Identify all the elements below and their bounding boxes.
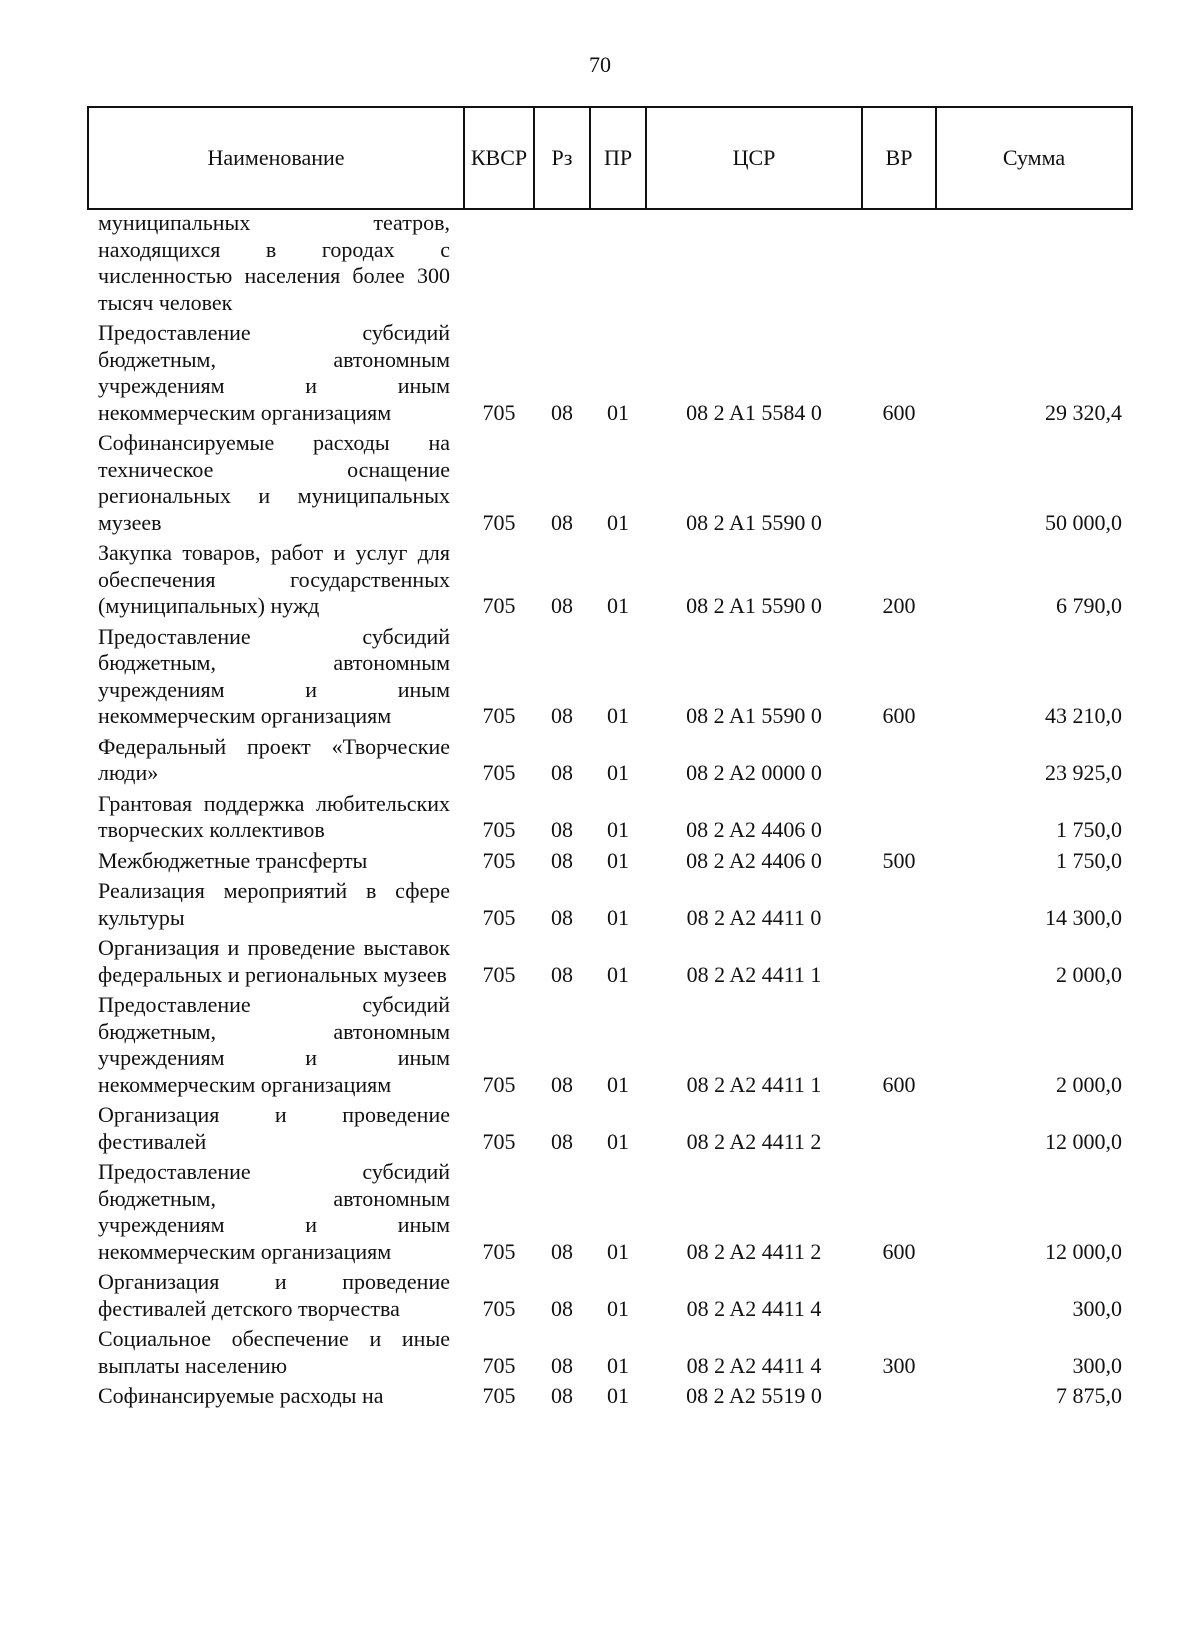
- cell-kvsr: 705: [482, 961, 516, 987]
- cell-kvsr: 705: [482, 904, 516, 930]
- cell-vr: 200: [882, 593, 916, 618]
- cell-kvsr: 705: [482, 760, 516, 785]
- cell-pr: 01: [607, 1238, 629, 1264]
- header-rz: Рз: [534, 107, 590, 209]
- table-row: [88, 878, 1132, 935]
- page-number: 70: [589, 52, 611, 77]
- cell-kvsr: [464, 209, 534, 320]
- cell-kvsr: 705: [482, 1238, 516, 1264]
- cell-csr: 08 2 A2 4411 1: [686, 961, 822, 987]
- header-pr: ПР: [590, 107, 646, 209]
- table-row: [88, 734, 1132, 791]
- cell-pr: 01: [607, 847, 629, 873]
- cell-name: Софинансируемые расходы на техническое оснащение региональных и муниципальных музеев: [98, 430, 450, 535]
- cell-pr: 01: [607, 1352, 629, 1378]
- cell-csr: 08 2 A1 5590 0: [686, 509, 822, 535]
- table-row: [88, 209, 1132, 320]
- cell-sum: 12 000,0: [1045, 1128, 1122, 1154]
- cell-name: Грантовая поддержка любительских творческих коллективов: [98, 790, 450, 842]
- cell-name: муниципальных театров, находящихся в городах с численностью населения более 300 тысяч человек: [98, 210, 450, 315]
- cell-sum: 12 000,0: [1045, 1238, 1122, 1264]
- cell-vr: 600: [882, 1238, 916, 1264]
- header-vr: ВР: [862, 107, 936, 209]
- cell-name: Организация и проведение выставок федеральных и региональных музеев: [98, 935, 450, 987]
- table-row: [88, 791, 1132, 848]
- cell-sum: 23 925,0: [1045, 760, 1122, 785]
- cell-name: Предоставление субсидий бюджетным, автономным учреждениям и иным некоммерческим организациям: [98, 623, 450, 728]
- cell-sum: 6 790,0: [1056, 593, 1122, 618]
- cell-name: Межбюджетные трансферты: [98, 847, 368, 873]
- cell-sum: 1 750,0: [1056, 817, 1122, 842]
- cell-name: Предоставление субсидий бюджетным, автономным учреждениям и иным некоммерческим организациям: [98, 1159, 450, 1264]
- cell-pr: [590, 209, 646, 320]
- cell-rz: 08: [551, 961, 573, 987]
- cell-csr: 08 2 A1 5590 0: [686, 593, 822, 618]
- cell-vr: [862, 1269, 936, 1326]
- cell-vr: 600: [882, 399, 916, 425]
- cell-pr: 01: [607, 961, 629, 987]
- cell-kvsr: 705: [482, 817, 516, 842]
- cell-kvsr: 705: [482, 847, 516, 873]
- cell-name: Социальное обеспечение и иные выплаты населению: [98, 1326, 450, 1378]
- cell-name: Предоставление субсидий бюджетным, автономным учреждениям и иным некоммерческим организациям: [98, 992, 450, 1097]
- cell-csr: [646, 209, 862, 320]
- cell-pr: 01: [607, 1128, 629, 1154]
- cell-sum: 29 320,4: [1045, 399, 1122, 425]
- cell-pr: 01: [607, 904, 629, 930]
- cell-pr: 01: [607, 593, 629, 618]
- cell-sum: 14 300,0: [1045, 904, 1122, 930]
- cell-pr: 01: [607, 1071, 629, 1097]
- cell-kvsr: 705: [482, 509, 516, 535]
- cell-name: Организация и проведение фестивалей: [98, 1102, 450, 1154]
- cell-kvsr: 705: [482, 1383, 516, 1408]
- cell-pr: 01: [607, 817, 629, 842]
- cell-rz: 08: [551, 847, 573, 873]
- cell-name: Предоставление субсидий бюджетным, автономным учреждениям и иным некоммерческим организациям: [98, 320, 450, 425]
- cell-name: Реализация мероприятий в сфере культуры: [98, 878, 450, 930]
- cell-vr: 600: [882, 703, 916, 728]
- cell-csr: 08 2 A2 4411 2: [686, 1128, 822, 1154]
- header-row: [88, 107, 1132, 209]
- cell-rz: 08: [551, 1071, 573, 1097]
- table-row: [88, 935, 1132, 992]
- cell-kvsr: 705: [482, 1128, 516, 1154]
- cell-rz: 08: [551, 703, 573, 728]
- cell-sum: 1 750,0: [1056, 847, 1122, 873]
- cell-vr: [862, 1383, 936, 1412]
- cell-pr: 01: [607, 509, 629, 535]
- header-sum: Сумма: [936, 107, 1132, 209]
- cell-name: Закупка товаров, работ и услуг для обеспечения государственных (муниципальных) нужд: [98, 540, 450, 618]
- cell-rz: 08: [551, 1352, 573, 1378]
- cell-vr: [862, 791, 936, 848]
- cell-pr: 01: [607, 399, 629, 425]
- cell-vr: [862, 734, 936, 791]
- cell-sum: 50 000,0: [1045, 509, 1122, 535]
- cell-csr: 08 2 A2 4411 4: [686, 1352, 822, 1378]
- cell-sum: 300,0: [1072, 1352, 1122, 1378]
- table-row: [88, 430, 1132, 540]
- cell-kvsr: 705: [482, 1295, 516, 1321]
- cell-pr: 01: [607, 1295, 629, 1321]
- table-row: [88, 540, 1132, 624]
- cell-vr: [862, 935, 936, 992]
- budget-table: [87, 106, 1133, 1412]
- cell-vr: 300: [882, 1352, 916, 1378]
- table-header: [88, 107, 1132, 209]
- header-kvsr: КВСР: [464, 107, 534, 209]
- cell-sum: 2 000,0: [1056, 1071, 1122, 1097]
- cell-rz: 08: [551, 904, 573, 930]
- cell-sum: 300,0: [1072, 1295, 1122, 1321]
- cell-name: Федеральный проект «Творческие люди»: [98, 733, 450, 785]
- cell-kvsr: 705: [482, 703, 516, 728]
- cell-rz: 08: [551, 1383, 573, 1408]
- cell-pr: 01: [607, 703, 629, 728]
- table-row: [88, 1326, 1132, 1383]
- cell-rz: 08: [551, 509, 573, 535]
- cell-sum: 2 000,0: [1056, 961, 1122, 987]
- cell-pr: 01: [607, 1383, 629, 1408]
- cell-sum: 43 210,0: [1045, 703, 1122, 728]
- cell-csr: 08 2 A2 4406 0: [686, 817, 822, 842]
- cell-csr: 08 2 A2 4406 0: [686, 847, 822, 873]
- table-row: [88, 992, 1132, 1102]
- cell-csr: 08 2 A2 4411 2: [686, 1238, 822, 1264]
- cell-rz: 08: [551, 1295, 573, 1321]
- cell-csr: 08 2 A2 4411 4: [686, 1295, 822, 1321]
- cell-kvsr: 705: [482, 399, 516, 425]
- header-csr: ЦСР: [646, 107, 862, 209]
- cell-rz: 08: [551, 399, 573, 425]
- cell-csr: 08 2 A1 5590 0: [686, 703, 822, 728]
- cell-vr: [862, 878, 936, 935]
- table-row: [88, 1159, 1132, 1269]
- cell-rz: 08: [551, 817, 573, 842]
- cell-csr: 08 2 A2 5519 0: [686, 1383, 822, 1408]
- cell-vr: 600: [882, 1071, 916, 1097]
- table-row: [88, 848, 1132, 879]
- cell-vr: [862, 209, 936, 320]
- cell-rz: 08: [551, 760, 573, 785]
- cell-rz: [534, 209, 590, 320]
- table-row: [88, 320, 1132, 430]
- cell-csr: 08 2 A2 0000 0: [686, 760, 822, 785]
- table-row: [88, 1102, 1132, 1159]
- cell-kvsr: 705: [482, 1071, 516, 1097]
- cell-csr: 08 2 A2 4411 1: [686, 1071, 822, 1097]
- cell-vr: [862, 1102, 936, 1159]
- table-body: [88, 209, 1132, 1412]
- cell-rz: 08: [551, 1128, 573, 1154]
- cell-rz: 08: [551, 593, 573, 618]
- cell-csr: 08 2 A1 5584 0: [686, 399, 822, 425]
- header-name: Наименование: [88, 107, 464, 209]
- cell-kvsr: 705: [482, 593, 516, 618]
- cell-vr: 500: [882, 847, 916, 873]
- cell-rz: 08: [551, 1238, 573, 1264]
- table-row: [88, 1269, 1132, 1326]
- cell-csr: 08 2 A2 4411 0: [686, 904, 822, 930]
- cell-vr: [862, 430, 936, 540]
- cell-kvsr: 705: [482, 1352, 516, 1378]
- cell-sum: [936, 209, 1132, 320]
- table-row: [88, 1383, 1132, 1412]
- cell-name: Организация и проведение фестивалей детского творчества: [98, 1269, 450, 1321]
- cell-name: Софинансируемые расходы на: [98, 1383, 384, 1408]
- table-row: [88, 624, 1132, 734]
- cell-pr: 01: [607, 760, 629, 785]
- cell-sum: 7 875,0: [1056, 1383, 1122, 1408]
